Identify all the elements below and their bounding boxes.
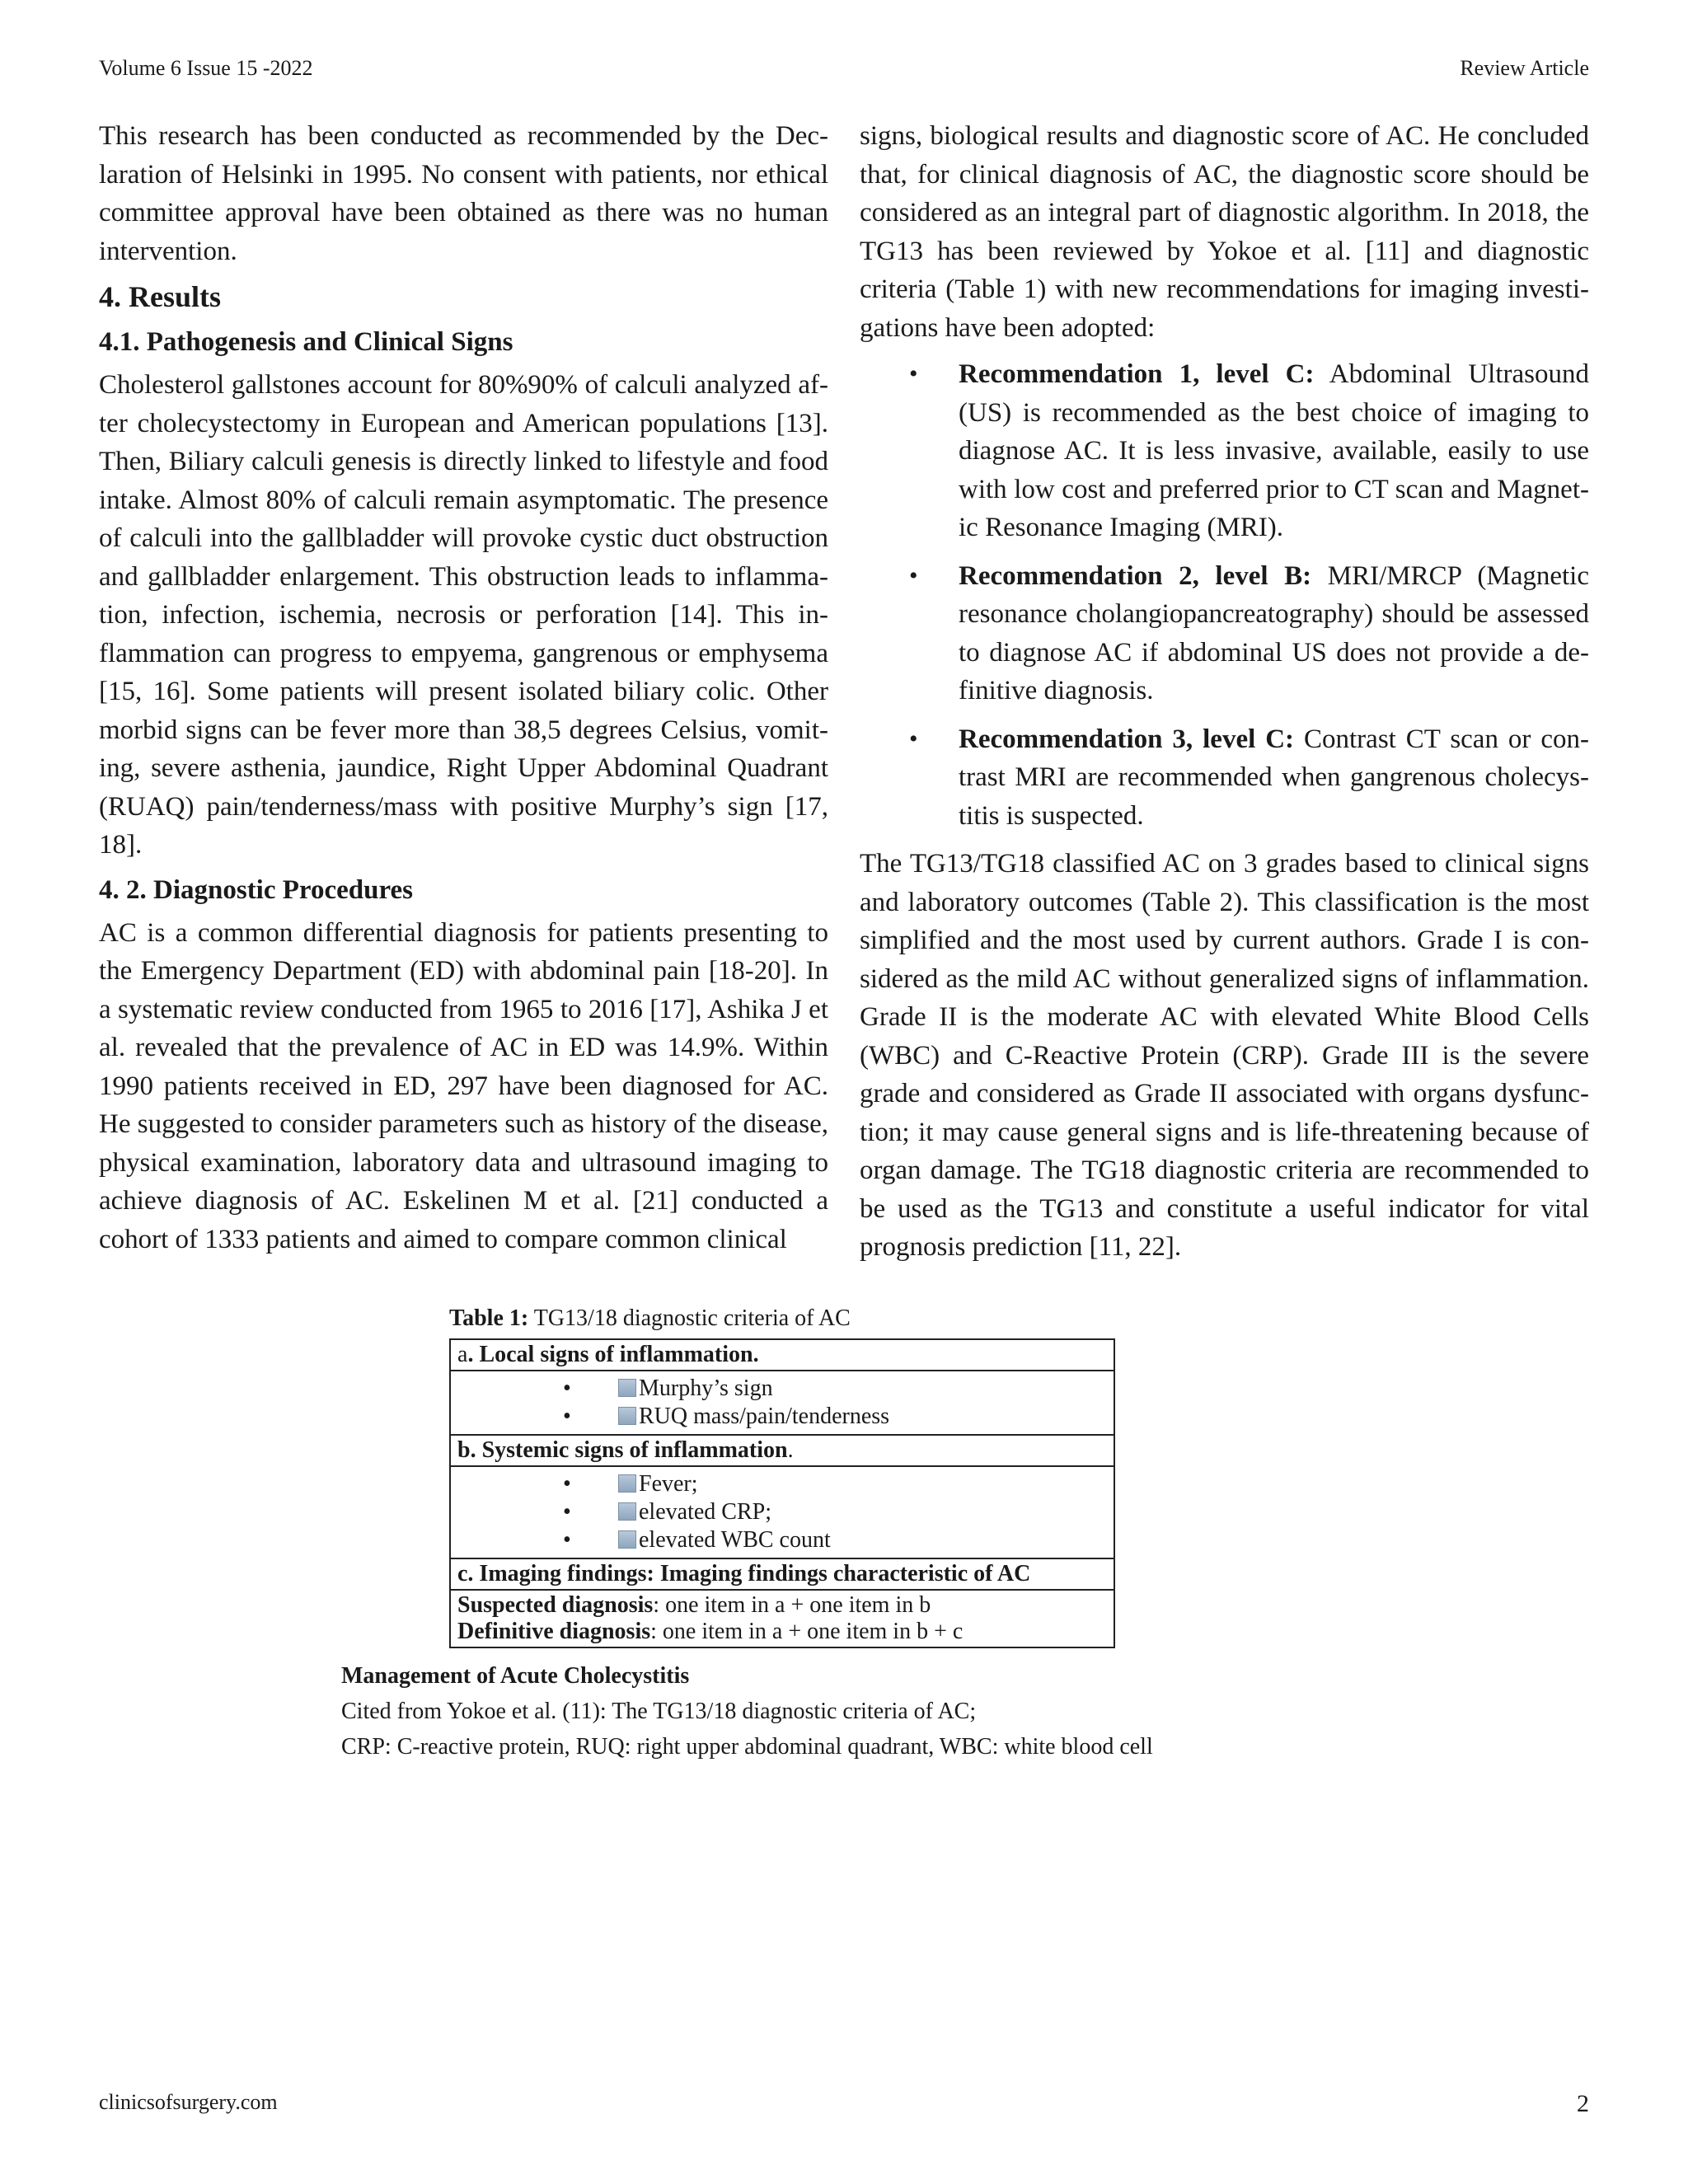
left-column: [99, 117, 828, 1267]
section-a-items: [450, 1371, 1114, 1435]
notes-citation: Cited from Yokoe et al. (11): The TG13/18 diagnostic criteria of AC;: [341, 1699, 977, 1724]
bullet-icon: •: [909, 561, 918, 589]
list-item: • Murphy’s sign: [563, 1376, 773, 1401]
table-row: [450, 1558, 1114, 1590]
image-placeholder-icon: [618, 1379, 636, 1397]
table-row: [450, 1435, 1114, 1466]
image-placeholder-icon: [618, 1502, 636, 1521]
section-c-header: c. Imaging findings: Imaging findings characteristic of AC: [450, 1558, 1114, 1590]
list-item: • Fever;: [563, 1471, 698, 1497]
bullet-icon: •: [909, 360, 918, 387]
table-row: [450, 1339, 1114, 1371]
table-1: [449, 1304, 1115, 1648]
list-item: [860, 557, 1589, 710]
recommendations-list: [860, 355, 1589, 835]
list-item: [860, 355, 1589, 547]
continued-paragraph: signs, biological results and diagnostic score of AC. He concluded that, for clinical diagnosis of AC, the diagnostic score should be considered as an integral part of diagnostic algorithm. In 2018, the TG13 has been reviewed by Yokoe et al. [11] and diagnostic criteria (Table 1) with new recommendations for imaging investigations have been adopted:: [860, 121, 1589, 343]
recommendation-label: Recommendation 2, level B:: [959, 560, 1312, 591]
page-number: 2: [1577, 2090, 1589, 2117]
article-type: Review Article: [1460, 56, 1589, 80]
bullet-icon: •: [563, 1376, 571, 1401]
table-row: [450, 1590, 1114, 1647]
table-caption-text: TG13/18 diagnostic criteria of AC: [528, 1305, 851, 1331]
bullet-icon: •: [563, 1499, 571, 1525]
notes-title: Management of Acute Cholecystitis: [341, 1663, 690, 1689]
page-header: [99, 56, 1589, 82]
list-item: [860, 720, 1589, 836]
section-a-header: a. Local signs of inflammation.: [450, 1339, 1114, 1371]
image-placeholder-icon: [618, 1530, 636, 1549]
section-b-items: [450, 1466, 1114, 1558]
list-item: • elevated CRP;: [563, 1499, 771, 1525]
definitive-diagnosis: Definitive diagnosis: one item in a + one item in b + c: [457, 1619, 964, 1644]
ethics-paragraph: This research has been conducted as recommended by the Declaration of Helsinki in 1995. No consent with patients, nor ethical committee approval have been obtained as there was no human intervention.: [99, 121, 828, 266]
journal-volume: Volume 6 Issue 15 -2022: [99, 56, 313, 80]
table-caption: [449, 1304, 1115, 1333]
table-row: [450, 1466, 1114, 1558]
notes-abbreviations: CRP: C-reactive protein, RUQ: right upper abdominal quadrant, WBC: white blood cell: [341, 1734, 1153, 1760]
suspected-diagnosis: Suspected diagnosis: one item in a + one item in b: [457, 1592, 931, 1618]
section-b-header: b. Systemic signs of inflammation.: [450, 1435, 1114, 1466]
recommendation-label: Recommendation 1, level C:: [959, 359, 1315, 389]
criteria-table: [449, 1338, 1115, 1648]
image-placeholder-icon: [618, 1407, 636, 1425]
bullet-icon: •: [563, 1527, 571, 1553]
right-column: [860, 117, 1589, 1275]
bullet-icon: •: [563, 1404, 571, 1429]
pathogenesis-paragraph: Cholesterol gallstones account for 80%90% of calculi analyzed after cholecystectomy in European and American populations [13]. Then, Biliary calculi genesis is directly linked to lifestyle and food intake. Almost 80% of calculi remain asymptomatic. The presence of calculi into the gallbladder will provoke cystic duct obstruction and gallbladder enlargement. This obstruction leads to inflammation, infection, ischemia, necrosis or perforation [14]. This inflammation can progress to empyema, gangrenous or emphysema [15, 16]. Some patients will present isolated biliary colic. Other morbid signs can be fever more than 38,5 degrees Celsius, vomiting, severe asthenia, jaundice, Right Upper Abdominal Quadrant (RUAQ) pain/tenderness/mass with positive Murphy’s sign [17, 18].: [99, 370, 828, 860]
image-placeholder-icon: [618, 1474, 636, 1493]
recommendation-label: Recommendation 3, level C:: [959, 724, 1295, 754]
bullet-icon: •: [563, 1471, 571, 1497]
results-heading: 4. Results: [99, 280, 222, 313]
bullet-icon: •: [909, 724, 918, 752]
grading-paragraph: The TG13/TG18 classified AC on 3 grades based to clinical signs and laboratory outcomes (Table 2). This classification is the most simplified and the most used by current authors. Grade I is considered as the mild AC without generalized signs of inflammation. Grade II is the moderate AC with elevated White Blood Cells (WBC) and C-Reactive Protein (CRP). Grade III is the severe grade and considered as Grade II associated with organs dysfunction; it may cause general signs and is life-threatening because of organ damage. The TG18 diagnostic criteria are recommended to be used as the TG13 and constitute a useful indicator for vital prognosis prediction [11, 22].: [860, 849, 1589, 1262]
recommendation-text: MRI/MRCP (Magnetic resonance cholangiopancreatography) should be assessed to diagnose AC if abdominal US does not provide a definitive diagnosis.: [959, 560, 1589, 705]
table-notes: [341, 1658, 1153, 1765]
recommendation-text: Contrast CT scan or contrast MRI are recommended when gangrenous cholecystitis is suspected.: [959, 724, 1590, 831]
table-caption-label: Table 1:: [449, 1305, 529, 1331]
journal-website: clinicsofsurgery.com: [99, 2090, 278, 2114]
diagnosis-rules: [450, 1590, 1114, 1647]
diagnostic-procedures-heading: 4. 2. Diagnostic Procedures: [99, 874, 413, 905]
pathogenesis-heading: 4.1. Pathogenesis and Clinical Signs: [99, 327, 513, 357]
diagnostic-procedures-paragraph: AC is a common differential diagnosis for patients presenting to the Emergency Department (ED) with abdominal pain [18-20]. In a systematic review conducted from 1965 to 2016 [17], Ashika J et al. revealed that the prevalence of AC in ED was 14.9%. Within 1990 patients received in ED, 297 have been diagnosed for AC. He suggested to consider parameters such as history of the disease, physical examination, laboratory data and ultrasound imaging to achieve diagnosis of AC. Eskelinen M et al. [21] conducted a cohort of 1333 patients and aimed to compare common clinical: [99, 917, 828, 1254]
list-item: • elevated WBC count: [563, 1527, 831, 1553]
recommendation-text: Abdominal Ultrasound (US) is recommended as the best choice of imaging to diagnose AC. It is less invasive, available, easily to use with low cost and preferred prior to CT scan and Magnetic Resonance Imaging (MRI).: [959, 359, 1590, 542]
list-item: • RUQ mass/pain/tenderness: [563, 1404, 890, 1429]
table-row: [450, 1371, 1114, 1435]
